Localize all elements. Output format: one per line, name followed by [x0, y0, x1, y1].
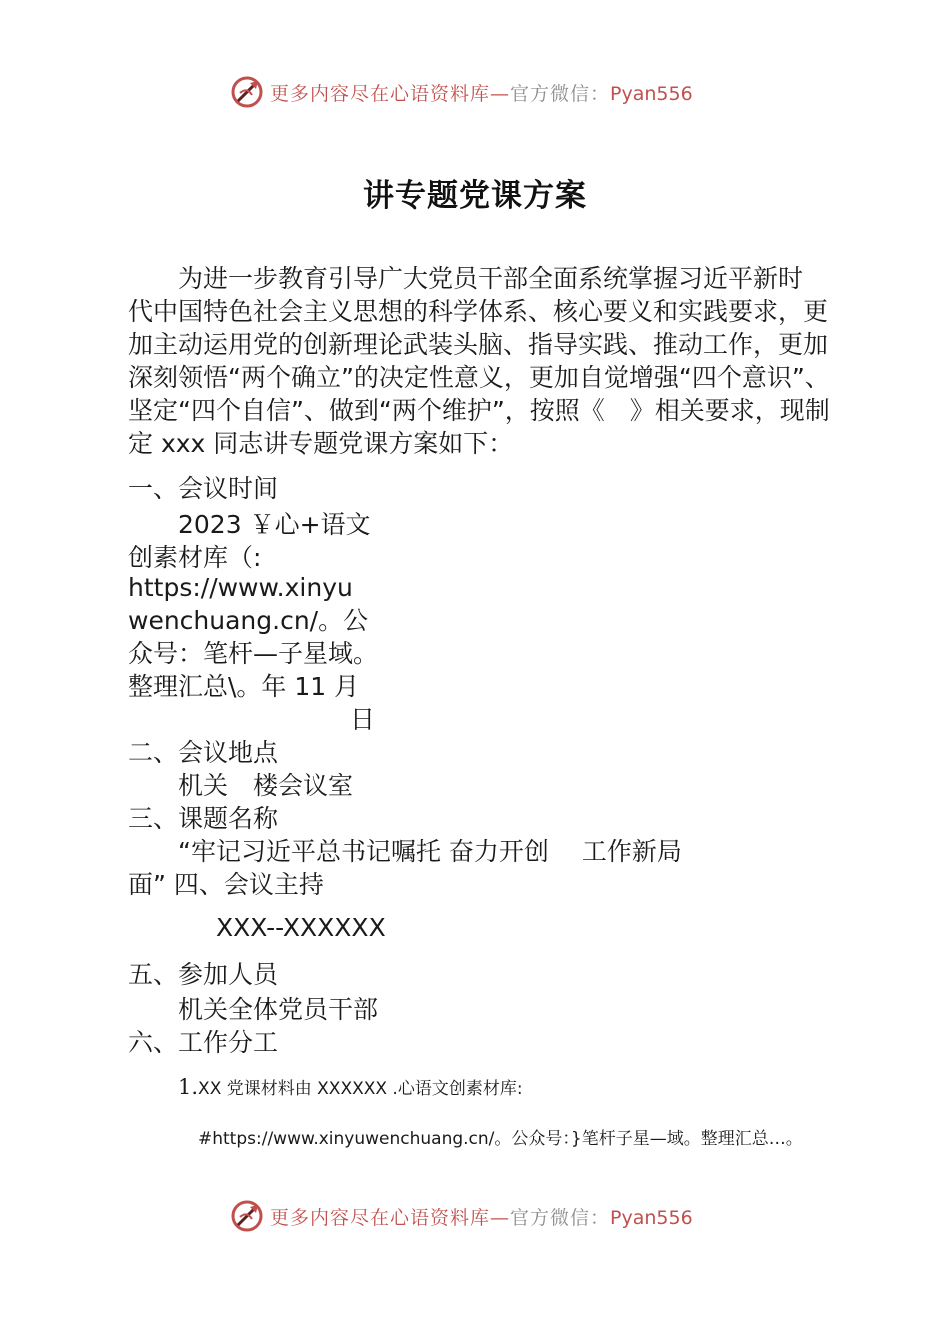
section-heading-division: 六、工作分工 [128, 1028, 279, 1057]
section-heading-time: 一、会议时间 [128, 474, 279, 503]
intro-line: 加主动运用党的创新理论武装头脑、指导实践、推动工作，更加 [128, 330, 829, 359]
topic-value: “牢记习近平总书记嘱托 奋力开创 工作新局 [178, 837, 682, 866]
banner-text: 更多内容尽在心语资料库— [270, 82, 511, 105]
participants-value: 机关全体党员干部 [178, 995, 379, 1024]
page-title: 讲专题党课方案 [363, 178, 587, 214]
section-heading-topic: 三、课题名称 [128, 804, 279, 833]
logo-icon [230, 1199, 264, 1233]
banner-label: 官方微信： [510, 1206, 611, 1229]
time-line: 日 [350, 705, 376, 734]
header-watermark [230, 72, 750, 112]
section-heading-host: 面” 四、会议主持 [128, 870, 324, 899]
section-heading-place: 二、会议地点 [128, 738, 279, 767]
intro-paragraph [128, 262, 838, 460]
banner-text: 更多内容尽在心语资料库— [270, 1206, 511, 1229]
division-item-text: XX 党课材料由 XXXXXX .心语文创素材库: [198, 1079, 523, 1099]
time-line: wenchuang.cn/。公 [128, 606, 369, 635]
intro-line: 深刻领悟“两个确立”的决定性意义，更加自觉增强“四个意识”、 [128, 363, 830, 392]
footer-watermark [230, 1196, 750, 1236]
time-line: 2023 ￥心+语文 [178, 510, 371, 539]
intro-line: 代中国特色社会主义思想的科学体系、核心要义和实践要求，更 [128, 297, 829, 326]
time-line: 整理汇总\。年 11 月 [128, 672, 360, 701]
intro-line: 坚定“四个自信”、做到“两个维护”，按照《 》相关要求，现制 [128, 396, 830, 425]
intro-line: 定 xxx 同志讲专题党课方案如下： [128, 429, 514, 458]
time-line: 创素材库（: [128, 543, 262, 572]
logo-icon [230, 75, 264, 109]
division-item-url: #https://www.xinyuwenchuang.cn/。公众号：}笔杆子星—域。整理汇总…。 [198, 1129, 803, 1149]
host-value: XXX--XXXXXX [216, 913, 386, 942]
intro-line: 为进一步教育引导广大党员干部全面系统掌握习近平新时 [178, 264, 804, 293]
banner-label: 官方微信： [510, 82, 611, 105]
division-item-number: 1. [178, 1075, 199, 1099]
place-value: 机关 楼会议室 [178, 771, 354, 800]
banner-id: Pyan556 [610, 82, 693, 105]
division-item [178, 1074, 523, 1099]
time-line: 众号：笔杆—子星域。 [128, 639, 379, 668]
section-heading-participants: 五、参加人员 [128, 960, 279, 989]
banner-id: Pyan556 [610, 1206, 693, 1229]
time-line: https://www.xinyu [128, 573, 353, 602]
